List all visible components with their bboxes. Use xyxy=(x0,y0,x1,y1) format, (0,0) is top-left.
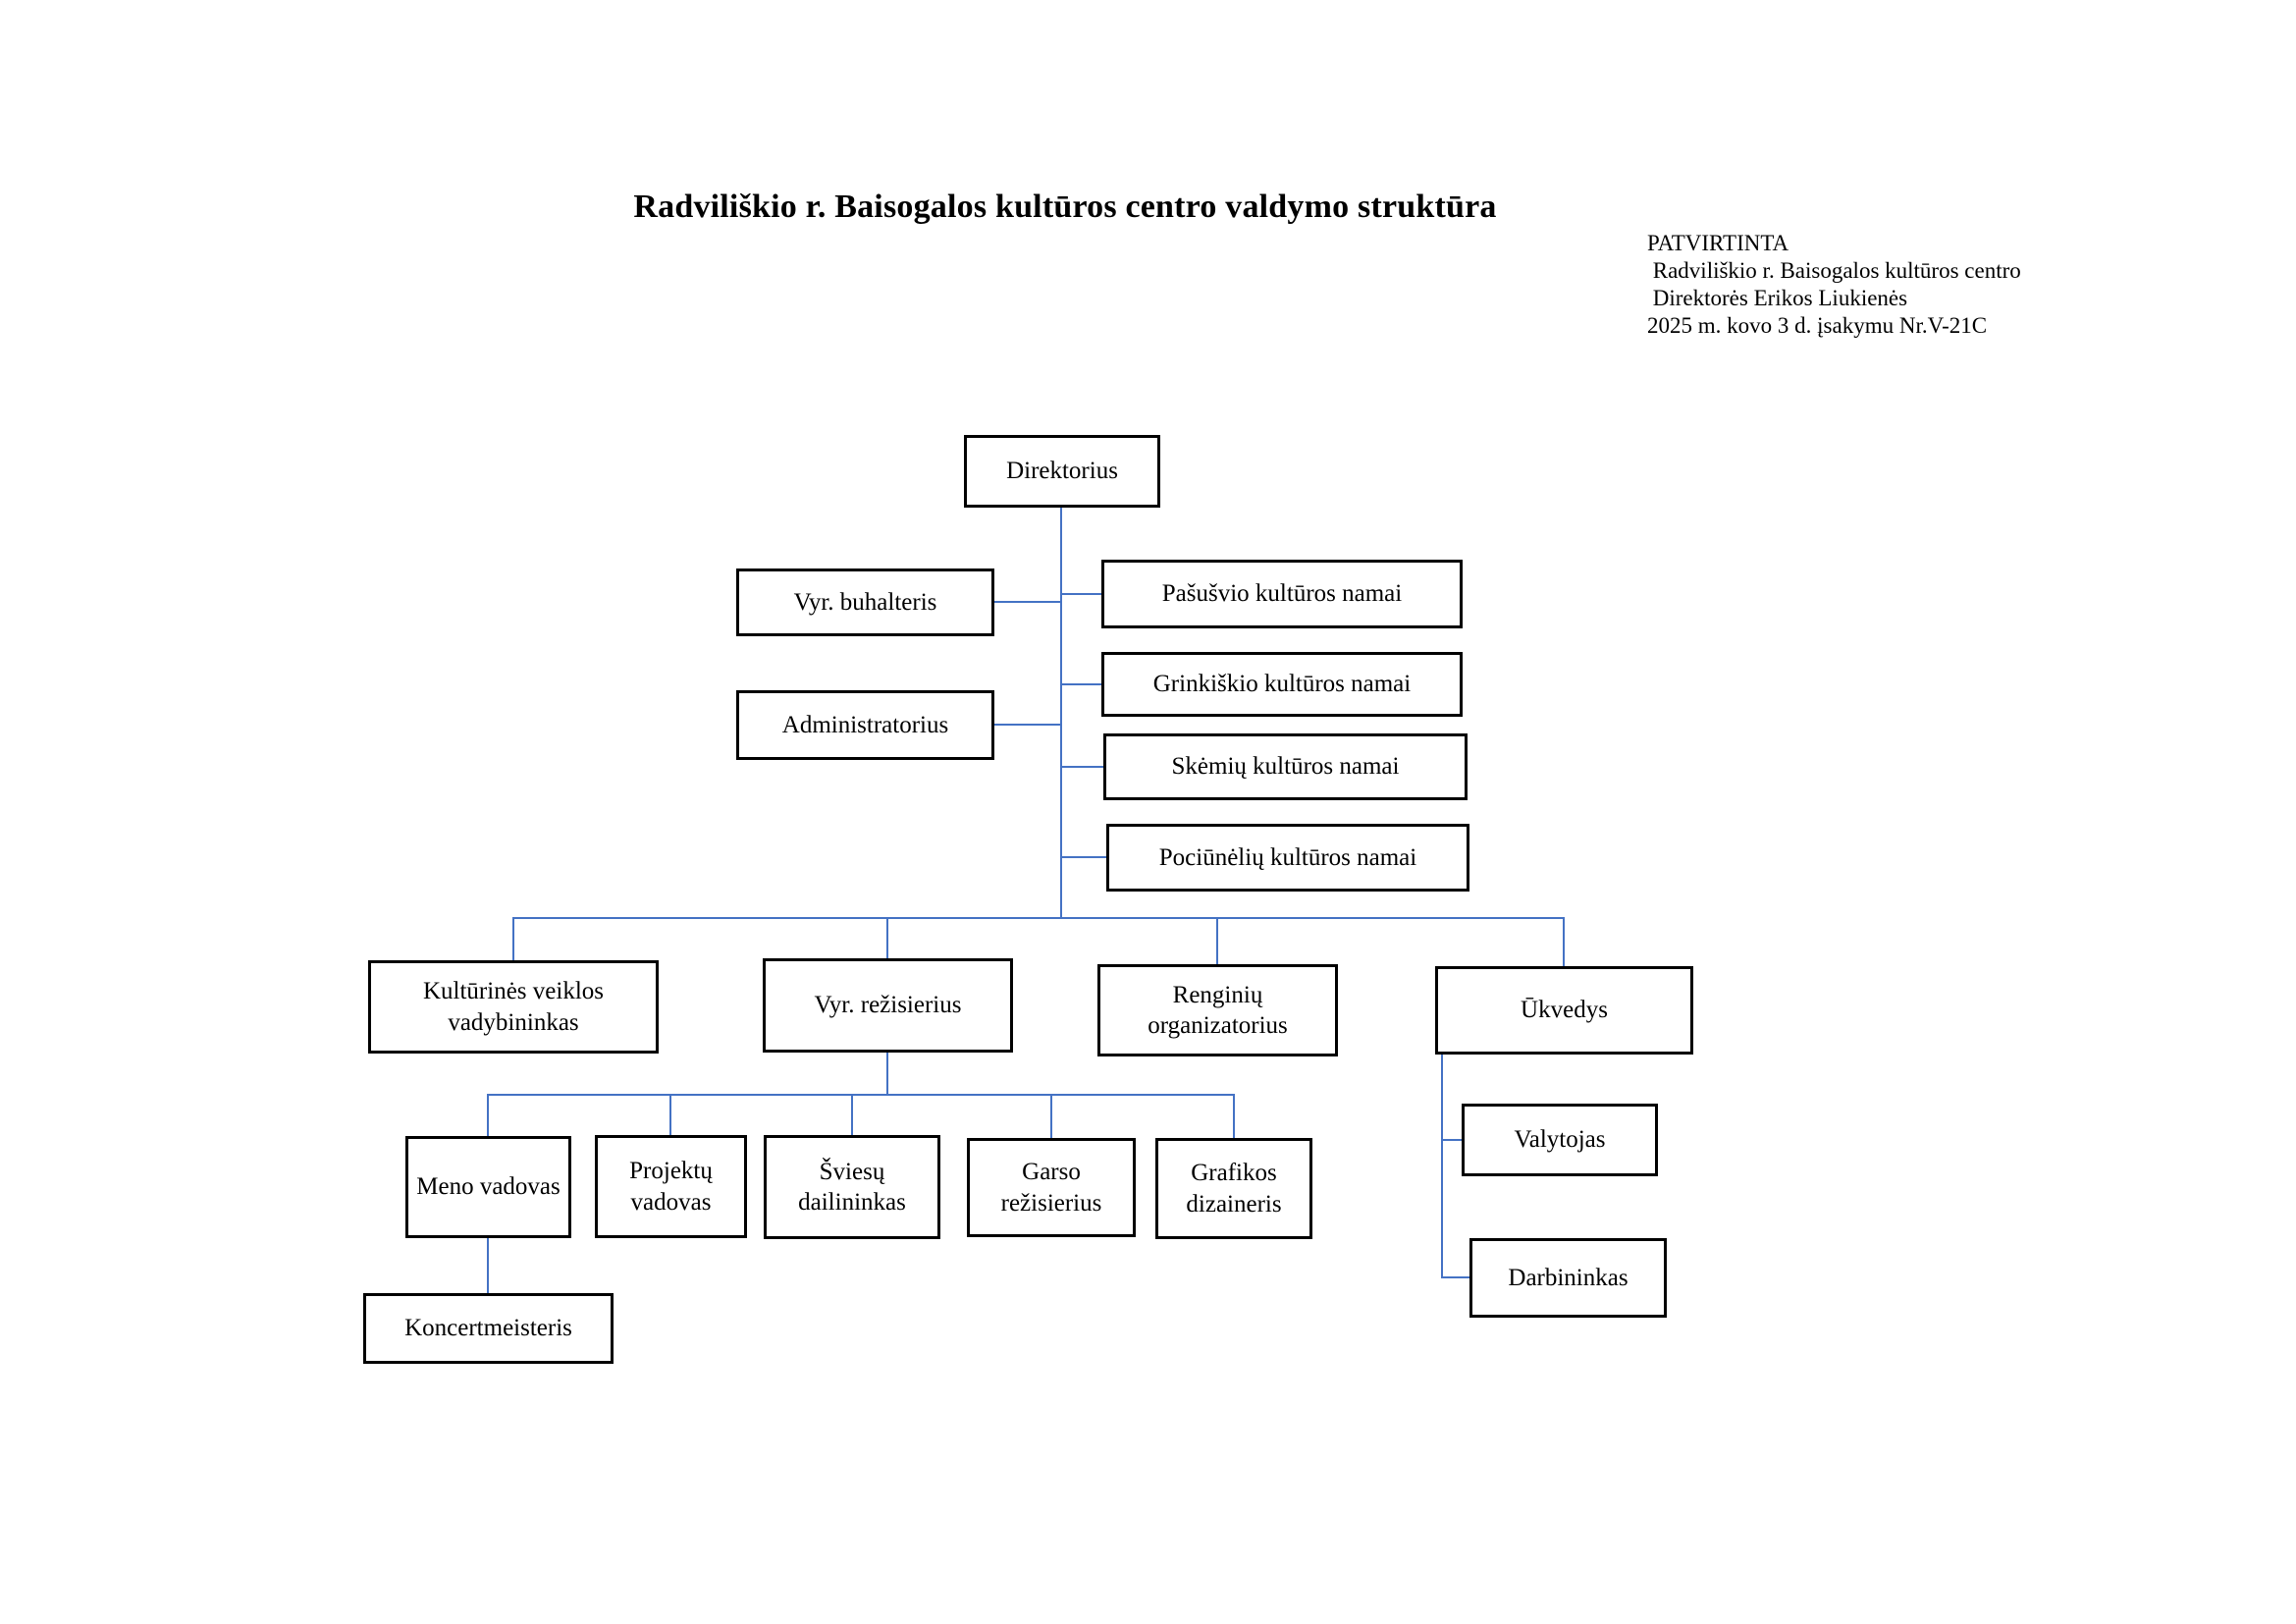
org-node-valytojas-label: Valytojas xyxy=(1514,1126,1606,1154)
org-node-vyr-buhalteris xyxy=(736,568,994,636)
connector-stub-grinkiskio xyxy=(1060,683,1101,685)
connector-drop-grafikos xyxy=(1233,1094,1235,1138)
connector-stub-vyr-buhalteris xyxy=(994,601,1061,603)
connector-drop-meno xyxy=(487,1094,489,1136)
org-node-skemiu-label: Skėmių kultūros namai xyxy=(1171,753,1400,781)
org-node-pasusvio-label: Pašušvio kultūros namai xyxy=(1161,580,1403,608)
org-node-administratorius xyxy=(736,690,994,760)
org-node-vyr-rezisierius-label: Vyr. režisierius xyxy=(814,992,962,1019)
org-node-ukvedys-label: Ūkvedys xyxy=(1521,997,1608,1024)
connector-stub-administratorius xyxy=(994,724,1061,726)
org-node-projektu-vadovas xyxy=(595,1135,747,1238)
connector-stub-pociuneliu xyxy=(1060,856,1106,858)
org-node-valytojas xyxy=(1462,1104,1658,1176)
org-node-darbininkas xyxy=(1469,1238,1667,1318)
connector-stub-skemiu xyxy=(1060,766,1103,768)
connector-drop-garso xyxy=(1050,1094,1052,1138)
org-node-grinkiskio-label: Grinkiškio kultūros namai xyxy=(1152,671,1412,698)
org-node-grafikos-dizaineris xyxy=(1155,1138,1312,1239)
connector-drop-projektu xyxy=(669,1094,671,1135)
approval-block xyxy=(1647,230,2021,340)
connector-meno-koncertmeisteris xyxy=(487,1238,489,1293)
org-node-pociuneliu-kulturos-namai xyxy=(1106,824,1469,892)
org-node-renginiu-organizatorius xyxy=(1097,964,1338,1056)
connector-stub-pasusvio xyxy=(1060,593,1101,595)
connector-drop-kulturines xyxy=(512,917,514,960)
page-title: Radviliškio r. Baisogalos kultūros centro valdymo struktūra xyxy=(633,189,1497,225)
connector-sub-bus xyxy=(488,1094,1234,1096)
org-node-koncertmeisteris xyxy=(363,1293,614,1364)
org-node-grafikos-label: Grafikos dizaineris xyxy=(1186,1160,1282,1218)
org-node-darbininkas-label: Darbininkas xyxy=(1508,1264,1629,1291)
org-node-ukvedys xyxy=(1435,966,1693,1055)
connector-stub-valytojas xyxy=(1441,1139,1462,1141)
org-node-pociuneliu-label: Pociūnėlių kultūros namai xyxy=(1158,843,1417,871)
org-node-pasusvio-kulturos-namai xyxy=(1101,560,1463,628)
org-node-sviesu-label: Šviesų dailininkas xyxy=(798,1158,906,1216)
connector-drop-ukvedys xyxy=(1563,917,1565,966)
connector-drop-vyr-rezisierius xyxy=(886,917,888,958)
approval-line-3: Direktorės Erikos Liukienės xyxy=(1647,286,1908,310)
org-node-vyr-buhalteris-label: Vyr. buhalteris xyxy=(793,588,937,616)
org-node-vyr-rezisierius xyxy=(763,958,1013,1053)
approval-line-1: PATVIRTINTA xyxy=(1647,231,1789,255)
connector-vyr-rezisierius-down xyxy=(886,1053,888,1095)
org-node-direktorius-label: Direktorius xyxy=(1006,458,1118,485)
connector-stub-darbininkas xyxy=(1441,1276,1469,1278)
connector-ukvedys-vertical xyxy=(1441,1055,1443,1278)
org-node-projektu-label: Projektų vadovas xyxy=(629,1158,713,1216)
org-node-garso-label: Garso režisierius xyxy=(1000,1159,1102,1217)
connector-drop-renginiu xyxy=(1216,917,1218,964)
org-node-grinkiskio-kulturos-namai xyxy=(1101,652,1463,717)
org-node-kulturines-veiklos-vadybininkas xyxy=(368,960,659,1054)
org-node-koncertmeisteris-label: Koncertmeisteris xyxy=(404,1315,572,1342)
connector-main-bus xyxy=(513,917,1565,919)
approval-line-2: Radviliškio r. Baisogalos kultūros centro xyxy=(1647,258,2021,283)
org-node-direktorius xyxy=(964,435,1160,508)
approval-line-4: 2025 m. kovo 3 d. įsakymu Nr.V-21C xyxy=(1647,313,1988,338)
org-node-meno-vadovas xyxy=(405,1136,571,1238)
org-node-skemiu-kulturos-namai xyxy=(1103,733,1468,800)
org-node-administratorius-label: Administratorius xyxy=(781,711,949,738)
org-node-garso-rezisierius xyxy=(967,1138,1136,1237)
org-node-meno-label: Meno vadovas xyxy=(416,1173,561,1201)
org-node-sviesu-dailininkas xyxy=(764,1135,940,1239)
org-node-kulturines-label: Kultūrinės veiklos vadybininkas xyxy=(422,978,604,1036)
connector-drop-sviesu xyxy=(851,1094,853,1135)
org-node-renginiu-label: Renginių organizatorius xyxy=(1148,981,1288,1039)
